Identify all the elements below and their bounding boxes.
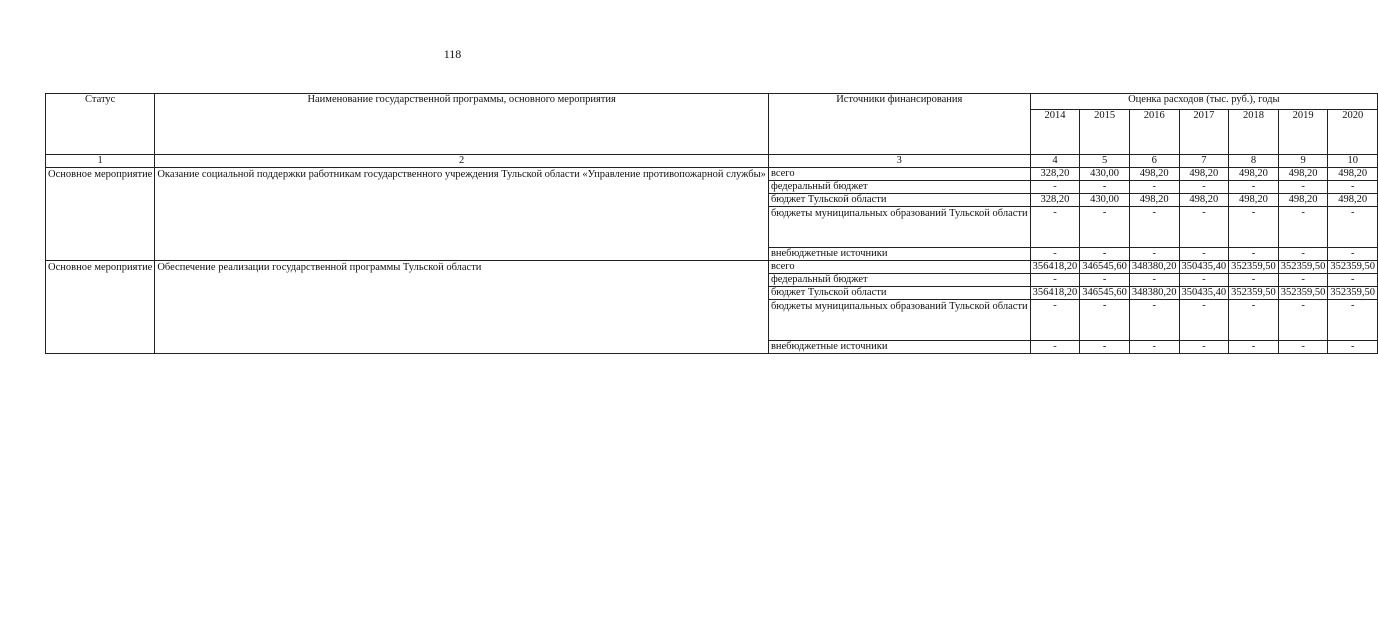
value-cell: 328,20: [1030, 194, 1080, 207]
value-cell: 498,20: [1278, 168, 1328, 181]
header-year: 2017: [1179, 110, 1229, 155]
column-number-row: [46, 155, 1378, 168]
value-cell: -: [1229, 207, 1279, 248]
column-number: 2: [155, 155, 769, 168]
header-program-name: Наименование государственной программы, основного мероприятия: [155, 94, 769, 155]
value-cell: -: [1278, 181, 1328, 194]
value-cell: -: [1278, 207, 1328, 248]
value-cell: 352359,50: [1278, 261, 1328, 274]
value-cell: -: [1129, 181, 1179, 194]
value-cell: 350435,40: [1179, 261, 1229, 274]
value-cell: -: [1080, 274, 1130, 287]
value-cell: -: [1179, 207, 1229, 248]
value-cell: 498,20: [1179, 168, 1229, 181]
value-cell: -: [1328, 248, 1378, 261]
value-cell: -: [1129, 274, 1179, 287]
funding-source: бюджеты муниципальных образований Тульской области: [768, 207, 1030, 248]
value-cell: 328,20: [1030, 168, 1080, 181]
value-cell: 498,20: [1328, 168, 1378, 181]
value-cell: -: [1129, 248, 1179, 261]
value-cell: 352359,50: [1229, 287, 1279, 300]
value-cell: -: [1179, 248, 1229, 261]
funding-source: всего: [768, 168, 1030, 181]
column-number: 10: [1328, 155, 1378, 168]
section-status: Основное мероприятие: [46, 168, 155, 261]
value-cell: -: [1328, 181, 1378, 194]
value-cell: -: [1229, 248, 1279, 261]
value-cell: 498,20: [1229, 168, 1279, 181]
header-year: 2016: [1129, 110, 1179, 155]
value-cell: 498,20: [1229, 194, 1279, 207]
funding-source: внебюджетные источники: [768, 341, 1030, 354]
value-cell: 498,20: [1129, 168, 1179, 181]
value-cell: -: [1328, 207, 1378, 248]
header-expense-estimate: Оценка расходов (тыс. руб.), годы: [1030, 94, 1377, 110]
value-cell: -: [1278, 274, 1328, 287]
value-cell: -: [1229, 181, 1279, 194]
budget-table: [45, 93, 1378, 354]
value-cell: -: [1229, 274, 1279, 287]
value-cell: -: [1030, 274, 1080, 287]
column-number: 3: [768, 155, 1030, 168]
header-funding-sources: Источники финансирования: [768, 94, 1030, 155]
value-cell: 498,20: [1179, 194, 1229, 207]
value-cell: -: [1278, 341, 1328, 354]
header-year: 2014: [1030, 110, 1080, 155]
value-cell: 346545,60: [1080, 287, 1130, 300]
header-year: 2019: [1278, 110, 1328, 155]
funding-source: федеральный бюджет: [768, 274, 1030, 287]
funding-source: бюджет Тульской области: [768, 287, 1030, 300]
value-cell: 348380,20: [1129, 261, 1179, 274]
column-number: 4: [1030, 155, 1080, 168]
value-cell: -: [1080, 300, 1130, 341]
value-cell: 430,00: [1080, 168, 1130, 181]
value-cell: 352359,50: [1328, 287, 1378, 300]
funding-source: бюджеты муниципальных образований Тульской области: [768, 300, 1030, 341]
value-cell: -: [1328, 300, 1378, 341]
funding-source: всего: [768, 261, 1030, 274]
value-cell: 498,20: [1129, 194, 1179, 207]
table-row: [46, 261, 1378, 274]
value-cell: -: [1129, 300, 1179, 341]
value-cell: 352359,50: [1278, 287, 1328, 300]
value-cell: -: [1179, 300, 1229, 341]
column-number: 6: [1129, 155, 1179, 168]
table-row: [46, 168, 1378, 181]
value-cell: 356418,20: [1030, 261, 1080, 274]
value-cell: -: [1129, 207, 1179, 248]
value-cell: -: [1030, 207, 1080, 248]
section-name: Обеспечение реализации государственной программы Тульской области: [155, 261, 769, 354]
funding-source: федеральный бюджет: [768, 181, 1030, 194]
value-cell: 346545,60: [1080, 261, 1130, 274]
value-cell: -: [1229, 300, 1279, 341]
value-cell: 430,00: [1080, 194, 1130, 207]
page-number: 118: [443, 47, 462, 61]
value-cell: -: [1030, 300, 1080, 341]
value-cell: -: [1080, 207, 1130, 248]
value-cell: 498,20: [1328, 194, 1378, 207]
value-cell: -: [1278, 248, 1328, 261]
value-cell: 356418,20: [1030, 287, 1080, 300]
value-cell: -: [1278, 300, 1328, 341]
value-cell: -: [1080, 341, 1130, 354]
value-cell: -: [1229, 341, 1279, 354]
value-cell: -: [1179, 274, 1229, 287]
column-number: 9: [1278, 155, 1328, 168]
header-status: Статус: [46, 94, 155, 155]
value-cell: -: [1080, 248, 1130, 261]
value-cell: -: [1080, 181, 1130, 194]
value-cell: -: [1030, 341, 1080, 354]
value-cell: -: [1179, 341, 1229, 354]
column-number: 8: [1229, 155, 1279, 168]
value-cell: 352359,50: [1229, 261, 1279, 274]
section-name: Оказание социальной поддержки работникам государственного учреждения Тульской области «Управление противопожарной службы»: [155, 168, 769, 261]
column-number: 7: [1179, 155, 1229, 168]
value-cell: 498,20: [1278, 194, 1328, 207]
header-year: 2020: [1328, 110, 1378, 155]
header-year: 2018: [1229, 110, 1279, 155]
value-cell: -: [1179, 181, 1229, 194]
column-number: 1: [46, 155, 155, 168]
value-cell: 352359,50: [1328, 261, 1378, 274]
header-year: 2015: [1080, 110, 1130, 155]
value-cell: 348380,20: [1129, 287, 1179, 300]
section-status: Основное мероприятие: [46, 261, 155, 354]
funding-source: бюджет Тульской области: [768, 194, 1030, 207]
value-cell: 350435,40: [1179, 287, 1229, 300]
funding-source: внебюджетные источники: [768, 248, 1030, 261]
value-cell: -: [1129, 341, 1179, 354]
value-cell: -: [1030, 181, 1080, 194]
column-number: 5: [1080, 155, 1130, 168]
value-cell: -: [1328, 341, 1378, 354]
value-cell: -: [1328, 274, 1378, 287]
value-cell: -: [1030, 248, 1080, 261]
